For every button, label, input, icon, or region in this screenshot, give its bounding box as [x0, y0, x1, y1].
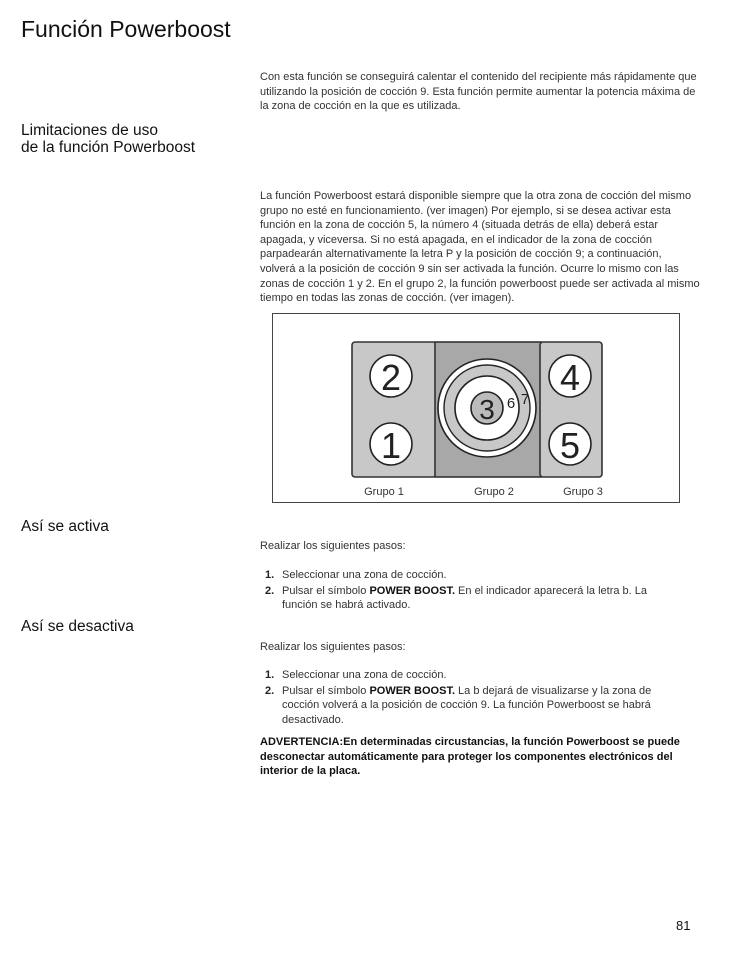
step-text-pre: Pulsar el símbolo — [282, 684, 370, 697]
zone-3-label: 3 — [479, 394, 495, 425]
activate-lead: Realizar los siguientes pasos: — [260, 540, 406, 552]
deactivate-lead: Realizar los siguientes pasos: — [260, 641, 406, 653]
cooktop-diagram — [272, 313, 680, 503]
deactivate-heading: Así se desactiva — [21, 618, 134, 635]
page-title: Función Powerboost — [21, 16, 231, 42]
zone-2-label: 2 — [380, 357, 402, 398]
intro-paragraph: Con esta función se conseguirá calentar el contenido del recipiente más rápidamente que utilizando la posición de cocción 9. Esta función permite aumentar la potencia máxima de la zona de cocción en la que es utilizada. — [260, 71, 697, 113]
step-text-post: En el indicador aparecerá la letra b. La función se habrá activado. — [282, 584, 648, 612]
activate-heading: Así se activa — [21, 518, 109, 535]
limitations-paragraph: La función Powerboost estará disponible siempre que la otra zona de cocción del mismo grupo no esté en funcionamiento. (ver imagen) Por ejemplo, si se desea activar esta función en la zona de cocción 5, la número 4 (situada detrás de ella) deberá estar apagada, y viceversa. Si no está apagada, en el indicador de la zona de cocción parpadearán alternativamente la letra P y la posición de cocción 9; a continuación, volverá a la posición de cocción 9 sin ser activada la función. Ocurre lo mismo con las zonas de cocción 1 y 2. En el grupo 2, la función powerboost puede ser activada al mismo tiempo en todas las zonas de cocción. (ver imagen). — [260, 190, 700, 305]
cooktop-diagram-svg — [273, 314, 681, 504]
activate-steps — [260, 568, 680, 614]
group-3-label: Grupo 3 — [563, 486, 603, 498]
step-number: 1. — [265, 669, 275, 681]
warning-paragraph: ADVERTENCIA:En determinadas circustancias, la función Powerboost se puede desconectar automáticamente para proteger los componentes electrónicos del interior de la placa. — [260, 736, 680, 778]
list-item — [260, 568, 680, 583]
zone-5-label: 5 — [559, 425, 581, 466]
power-boost-label: POWER BOOST. — [369, 684, 455, 697]
zone-6-label: 6 — [506, 395, 516, 412]
step-text-post: La b dejará de visualizarse y la zona de cocción volverá a la posición de cocción 9. La función Powerboost se habrá desactivado. — [282, 684, 652, 726]
deactivate-steps — [260, 668, 680, 728]
group-1-label: Grupo 1 — [364, 486, 404, 498]
list-item — [260, 684, 680, 728]
step-text-pre: Pulsar el símbolo — [282, 584, 370, 597]
list-item — [260, 584, 680, 613]
zone-1-label: 1 — [380, 425, 402, 466]
group-2-label: Grupo 2 — [474, 486, 514, 498]
limitations-heading-line2: de la función Powerboost — [21, 139, 196, 156]
limitations-heading-line1: Limitaciones de uso — [21, 122, 158, 139]
step-number: 2. — [265, 584, 275, 597]
zone-7-label: 7 — [520, 391, 530, 408]
zone-4-label: 4 — [559, 357, 581, 398]
list-item — [260, 668, 680, 683]
step-text: Seleccionar una zona de cocción. — [282, 669, 447, 681]
limitations-heading — [21, 122, 195, 156]
step-text: Seleccionar una zona de cocción. — [282, 569, 447, 581]
step-number: 2. — [265, 684, 275, 697]
page-number: 81 — [676, 918, 691, 933]
step-number: 1. — [265, 569, 275, 581]
power-boost-label: POWER BOOST. — [369, 584, 455, 597]
